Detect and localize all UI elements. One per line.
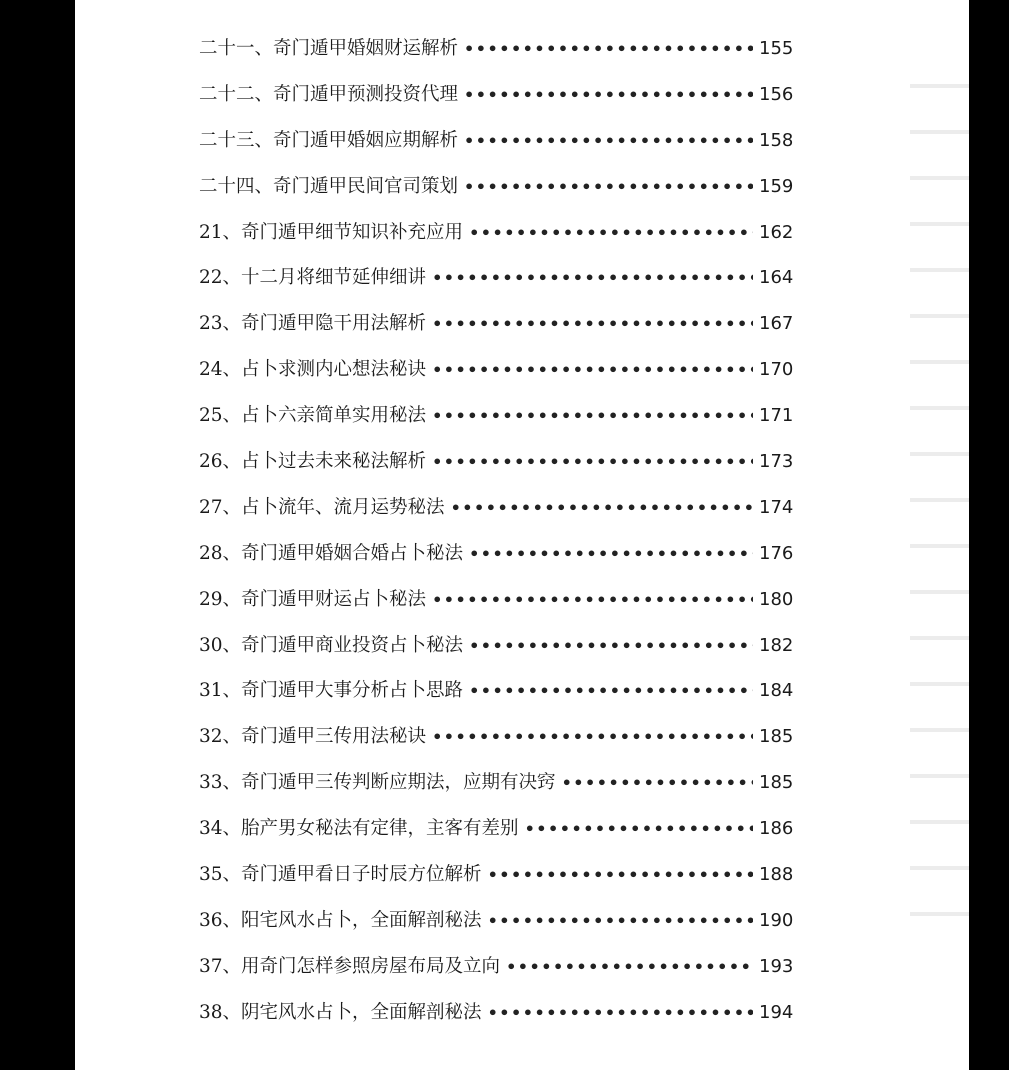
toc-entry-page: 155 [759,38,794,59]
toc-entry-page: 182 [759,634,794,656]
dot-leader [464,131,753,150]
toc-entry-number: 36、 [199,909,242,931]
toc-entry[interactable] [199,539,799,585]
toc-entry-number: 34、 [199,818,242,840]
toc-entry[interactable] [199,998,799,1044]
toc-entry-title: 占卜六亲简单实用秘法 [241,405,427,427]
dot-leader [432,590,753,609]
toc-entry[interactable] [199,126,799,172]
toc-entry-page: 159 [759,175,794,197]
toc-entry-title: 奇门遁甲看日子时辰方位解析 [241,864,482,886]
toc-entry-title: 奇门遁甲细节知识补充应用 [241,221,464,243]
dot-leader [506,957,753,976]
toc-entry[interactable] [199,401,799,447]
toc-entry-page: 171 [759,405,794,427]
toc-entry-page: 170 [759,359,794,381]
toc-entry-number: 26、 [199,451,242,473]
dot-leader [488,911,753,930]
toc-entry-number: 35、 [199,864,242,886]
dot-leader [432,314,753,333]
toc-entry-number: 二十四、 [199,175,274,197]
toc-entry-page: 184 [759,680,794,702]
toc-entry-title: 奇门遁甲三传用法秘诀 [241,726,427,748]
bleed-through-shadow [910,60,969,940]
toc-entry-title: 奇门遁甲隐干用法解析 [241,313,427,335]
toc-entry-title: 奇门遁甲三传判断应期法，应期有决窍 [241,772,556,794]
toc-entry-number: 30、 [199,634,242,656]
toc-entry[interactable] [199,860,799,906]
toc-entry-title: 奇门遁甲民间官司策划 [273,175,459,197]
toc-entry-title: 阳宅风水占卜，全面解剖秘法 [241,909,482,931]
dot-leader [488,865,753,884]
toc-entry[interactable] [199,722,799,768]
toc-entry-number: 31、 [199,680,242,702]
dot-leader [469,681,753,700]
toc-entry[interactable] [199,676,799,722]
dot-leader [525,819,753,838]
toc-entry-number: 24、 [199,359,242,381]
toc-entry[interactable] [199,447,799,493]
document-page [75,0,969,1070]
toc-entry[interactable] [199,309,799,355]
toc-entry[interactable] [199,493,799,539]
toc-entry-page: 180 [759,588,794,610]
dot-leader [432,360,753,379]
toc-entry-number: 二十二、 [199,83,274,105]
dot-leader [469,544,753,563]
toc-entry-number: 二十一、 [199,38,274,59]
toc-entry[interactable] [199,80,799,126]
toc-entry-title: 奇门遁甲商业投资占卜秘法 [241,634,464,656]
table-of-contents [199,34,799,1044]
toc-entry-page: 162 [759,221,794,243]
dot-leader [432,727,753,746]
dot-leader [432,268,753,287]
toc-entry-page: 158 [759,129,794,151]
toc-entry-page: 167 [759,313,794,335]
toc-entry-page: 174 [759,496,794,518]
toc-entry[interactable] [199,585,799,631]
toc-entry[interactable] [199,906,799,952]
toc-entry-number: 22、 [199,267,242,289]
toc-entry-page: 188 [759,864,794,886]
toc-entry-title: 胎产男女秘法有定律，主客有差别 [241,818,519,840]
toc-entry-title: 占卜流年、流月运势秘法 [241,496,445,518]
toc-entry-page: 190 [759,909,794,931]
toc-entry-number: 27、 [199,496,242,518]
toc-entry-page: 185 [759,772,794,794]
toc-entry-title: 阴宅风水占卜，全面解剖秘法 [241,1001,482,1023]
dot-leader [432,452,753,471]
toc-entry-title: 奇门遁甲婚姻合婚占卜秘法 [241,542,464,564]
toc-entry-number: 29、 [199,588,242,610]
toc-entry-number: 37、 [199,955,242,977]
toc-entry-number: 21、 [199,221,242,243]
dot-leader [464,177,753,196]
toc-entry-page: 194 [759,1001,794,1023]
dot-leader [432,406,753,425]
toc-entry-number: 38、 [199,1001,242,1023]
toc-entry-number: 二十三、 [199,129,274,151]
toc-entry-page: 156 [759,83,794,105]
toc-entry-number: 32、 [199,726,242,748]
toc-entry-title: 十二月将细节延伸细讲 [241,267,427,289]
toc-entry[interactable] [199,263,799,309]
toc-entry-page: 164 [759,267,794,289]
toc-entry-page: 185 [759,726,794,748]
toc-entry-title: 奇门遁甲婚姻财运解析 [273,38,459,59]
dot-leader [562,773,753,792]
dot-leader [464,39,753,58]
dot-leader [469,636,753,655]
toc-entry-page: 173 [759,451,794,473]
toc-entry-title: 奇门遁甲大事分析占卜思路 [241,680,464,702]
toc-entry-number: 28、 [199,542,242,564]
toc-entry-title: 奇门遁甲预测投资代理 [273,83,459,105]
toc-entry[interactable] [199,218,799,264]
toc-entry-title: 奇门遁甲财运占卜秘法 [241,588,427,610]
toc-entry-title: 占卜求测内心想法秘诀 [241,359,427,381]
toc-entry[interactable] [199,631,799,677]
dot-leader [451,498,753,517]
dot-leader [488,1003,753,1022]
toc-entry-page: 186 [759,818,794,840]
toc-entry-page: 193 [759,955,794,977]
toc-entry-number: 23、 [199,313,242,335]
toc-entry-number: 33、 [199,772,242,794]
dot-leader [464,85,753,104]
dot-leader [469,223,753,242]
toc-entry-title: 奇门遁甲婚姻应期解析 [273,129,459,151]
toc-entry-title: 占卜过去未来秘法解析 [241,451,427,473]
toc-entry[interactable] [199,952,799,998]
toc-entry[interactable] [199,814,799,860]
toc-entry-page: 176 [759,542,794,564]
toc-entry[interactable] [199,768,799,814]
toc-entry[interactable] [199,34,799,80]
toc-entry-title: 用奇门怎样参照房屋布局及立向 [241,955,501,977]
toc-entry-number: 25、 [199,405,242,427]
toc-entry[interactable] [199,355,799,401]
toc-entry[interactable] [199,172,799,218]
